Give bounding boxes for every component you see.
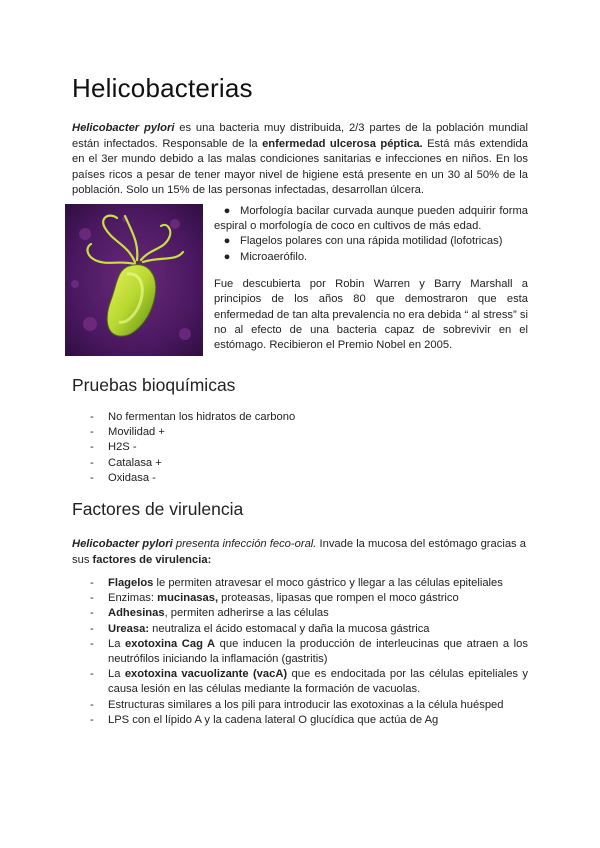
list-item bbox=[214, 250, 528, 265]
list-item: - La exotoxina vacuolizante (vacA) que es endocitada por las células epiteliales y causa lesión en las células mediante la formación de vacuolas. bbox=[90, 668, 528, 696]
transmission-text: presenta infección feco-oral. bbox=[172, 538, 317, 550]
list-item: - Flagelos le permiten atravesar el moco gástrico y llegar a las células epiteliales bbox=[90, 577, 503, 589]
biochem-list bbox=[72, 410, 295, 486]
disease-name: enfermedad ulcerosa péptica. bbox=[262, 137, 423, 150]
list-item: - Adhesinas, permiten adherirse a las células bbox=[90, 607, 329, 620]
list-item-text: Oxidasa - bbox=[108, 471, 156, 484]
list-item bbox=[214, 234, 528, 249]
list-item: - Enzimas: mucinasas, proteasas, lipasas que rompen el moco gástrico bbox=[90, 592, 459, 605]
list-item bbox=[214, 204, 528, 234]
list-item-text: Movilidad + bbox=[108, 426, 165, 439]
virulence-factors-label: factores de virulencia: bbox=[92, 553, 212, 566]
list-item: - LPS con el lípido A y la cadena lateral O glucídica que actúa de Ag bbox=[90, 713, 439, 726]
list-item-text: Catalasa + bbox=[108, 456, 162, 469]
virulence-intro-text: Invade la mucosa del estómago gracias a sus bbox=[72, 538, 526, 566]
list-item: - H2S - bbox=[90, 441, 137, 454]
list-item-text: Morfología bacilar curvada aunque pueden adquirir forma espiral o morfología de coco en cultivos de más edad. bbox=[214, 205, 528, 233]
list-item: - La exotoxina Cag A que inducen la producción de interleucinas que atraen a los neutrófilos iniciando la inflamación (gastritis) bbox=[90, 637, 528, 666]
list-item-text: No fermentan los hidratos de carbono bbox=[108, 411, 296, 423]
page-title: Helicobacterias bbox=[72, 73, 253, 103]
list-item: - No fermentan los hidratos de carbono bbox=[90, 411, 296, 423]
organism-name: Helicobacter pylori bbox=[72, 122, 175, 134]
list-item: - Ureasa: neutraliza el ácido estomacal y daña la mucosa gástrica bbox=[90, 622, 430, 635]
discovery-paragraph: Fue descubierta por Robin Warren y Barry Marshall a principios de los años 80 que demostraron que esta enfermedad de tan alta prevalencia no era debida “ al stress” si no al efecto de una bacteria capaz de sobrevivir en el estómago. Recibieron el Premio Nobel en 2005. bbox=[214, 278, 528, 352]
list-item: - Movilidad + bbox=[90, 426, 165, 439]
virulence-list bbox=[72, 576, 528, 728]
bacterium-micrograph bbox=[65, 204, 203, 356]
bullet-icon: ● bbox=[223, 250, 231, 263]
virulence-intro bbox=[72, 537, 528, 568]
intro-text-1: es una bacteria muy distribuida, 2/3 partes de la población mundial están infectados. Responsable de la bbox=[72, 122, 528, 150]
list-item: - Estructuras similares a los pili para introducir las exotoxinas a la célula huésped bbox=[90, 698, 504, 711]
list-item-text: Flagelos polares con una rápida motilidad (lofotricas) bbox=[240, 235, 503, 248]
list-item: - Catalasa + bbox=[90, 456, 162, 469]
bullet-icon: ● bbox=[223, 205, 231, 217]
features-list bbox=[214, 204, 528, 265]
list-item: - Oxidasa - bbox=[90, 471, 156, 484]
list-item-text: H2S - bbox=[108, 441, 137, 454]
intro-paragraph bbox=[72, 121, 528, 199]
organism-name: Helicobacter pylori bbox=[72, 538, 173, 550]
biochem-heading: Pruebas bioquímicas bbox=[72, 375, 236, 395]
list-item-text: Microaerófilo. bbox=[240, 250, 308, 263]
bullet-icon: ● bbox=[223, 235, 231, 248]
virulence-heading: Factores de virulencia bbox=[72, 499, 244, 519]
intro-text-2: Está más extendida en el 3er mundo debido a las malas condiciones sanitarias e infecciones en niños. En los países ricos a pesar de tener mayor nivel de higiene está presente en un 30 al 50% de la población. Solo un 15% de las personas infectadas, desarrollan úlcera. bbox=[72, 137, 528, 196]
